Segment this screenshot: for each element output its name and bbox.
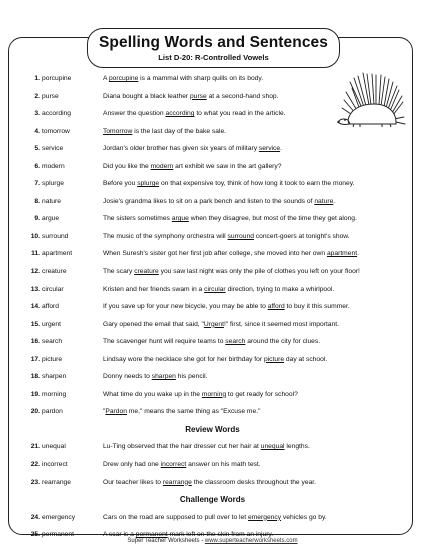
key-word: Pardon (105, 408, 127, 416)
title-box (87, 28, 340, 68)
example-sentence: Diana bought a black leather purse at a second-hand shop. (103, 92, 279, 100)
list-item: 23. rearrange Our teacher likes to rearrange the classroom desks throughout the year. (0, 474, 425, 492)
spelling-word: unequal (42, 443, 66, 451)
challenge-words-heading: Challenge Words (179, 495, 246, 505)
key-word: sharpen (151, 373, 176, 381)
example-sentence: Answer the question according to what you read in the article. (103, 110, 286, 118)
key-word: creature (134, 268, 159, 276)
list-item: 17. picture Lindsay wore the necklace she got for her birthday for picture day at school. (0, 351, 425, 369)
key-word: morning (201, 390, 227, 398)
key-word: porcupine (108, 75, 139, 82)
key-word: purse (190, 92, 207, 100)
spelling-word: purse (42, 92, 59, 100)
key-word: unequal (260, 443, 285, 451)
spelling-word: urgent (42, 320, 61, 328)
list-item: 20. pardon "Pardon me," means the same thing as "Excuse me." (0, 403, 425, 421)
example-sentence: A porcupine is a mammal with sharp quills on its body. (103, 75, 264, 82)
list-item: 2. purse Diana bought a black leather purse at a second-hand shop. (0, 88, 425, 106)
example-sentence: Jordan's older brother has given six years of military service. (103, 145, 282, 153)
example-sentence: Lu-Ting observed that the hair dresser cut her hair at unequal lengths. (103, 443, 310, 451)
footer-link[interactable]: www.superteacherworksheets.com (204, 538, 298, 544)
list-item: 3. according Answer the question according to what you read in the article. (0, 105, 425, 123)
example-sentence: "Pardon me," means the same thing as "Excuse me." (103, 408, 261, 416)
example-sentence: The scavenger hunt will require teams to search around the city for clues. (103, 338, 321, 346)
spelling-word: circular (42, 285, 64, 293)
example-sentence: Lindsay wore the necklace she got for her birthday for picture day at school. (103, 355, 328, 363)
list-item: 15. urgent Gary opened the email that said, "Urgent!" first, since it seemed most important. (0, 316, 425, 334)
list-item: 21. unequal Lu-Ting observed that the hair dresser cut her hair at unequal lengths. (0, 438, 425, 456)
list-item: 10. surround The music of the symphony orchestra will surround concert-goers at tonight's show. (0, 228, 425, 246)
main-words (0, 70, 425, 421)
list-subtitle: List D-20: R-Controlled Vowels (158, 53, 269, 62)
spelling-word: creature (42, 268, 67, 276)
key-word: Tomorrow (103, 127, 133, 135)
spelling-word: nature (42, 197, 61, 205)
spelling-word: morning (42, 390, 67, 398)
page-title: Spelling Words and Sentences (98, 34, 329, 51)
key-word: according (165, 110, 195, 118)
example-sentence: Cars on the road are supposed to pull over to let emergency vehicles go by. (103, 513, 327, 521)
list-item: 8. nature Josie's grandma likes to sit on a park bench and listen to the sounds of nature. (0, 193, 425, 211)
key-word: permanent (135, 531, 168, 539)
key-word: nature (314, 197, 334, 205)
example-sentence: Before you splurge on that expensive toy, think of how long it took to earn the money. (103, 180, 355, 188)
footer (0, 538, 425, 544)
spelling-list (0, 70, 425, 544)
key-word: emergency (247, 513, 282, 521)
list-item: 19. morning What time do you wake up in the morning to get ready for school? (0, 386, 425, 404)
example-sentence: Gary opened the email that said, "Urgent!" first, since it seemed most important. (103, 320, 339, 328)
list-item: 24. emergency Cars on the road are supposed to pull over to let emergency vehicles go by. (0, 509, 425, 527)
spelling-word: modern (42, 162, 65, 170)
footer-text: Super Teacher Worksheets - (127, 538, 205, 544)
example-sentence: Drew only had one incorrect answer on his math test. (103, 460, 261, 468)
example-sentence: Our teacher likes to rearrange the classroom desks throughout the year. (103, 478, 317, 486)
example-sentence: What time do you wake up in the morning to get ready for school? (103, 390, 298, 398)
key-word: argue (171, 215, 189, 223)
spelling-word: pardon (42, 408, 63, 416)
example-sentence: The music of the symphony orchestra will surround concert-goers at tonight's show. (103, 232, 350, 240)
list-item: 22. incorrect Drew only had one incorrect answer on his math test. (0, 456, 425, 474)
key-word: picture (263, 355, 285, 363)
spelling-word: argue (42, 215, 60, 223)
example-sentence: If you save up for your new bicycle, you may be able to afford to buy it this summer. (103, 303, 350, 311)
key-word: Urgent (203, 320, 224, 328)
list-item: 13. circular Kristen and her friends swam in a circular direction, trying to make a whirlpool. (0, 281, 425, 299)
review-words (0, 438, 425, 491)
example-sentence: The sisters sometimes argue when they disagree, but most of the time they get along. (103, 215, 357, 223)
key-word: search (225, 338, 246, 346)
spelling-word: afford (42, 303, 59, 311)
list-item: 5. service Jordan's older brother has given six years of military service. (0, 140, 425, 158)
list-item: 12. creature The scary creature you saw last night was only the pile of clothes you left on your floor! (0, 263, 425, 281)
spelling-word: picture (42, 355, 63, 363)
spelling-word: service (42, 145, 64, 153)
spelling-word: apartment (42, 250, 73, 258)
list-item: 6. modern Did you like the modern art exhibit we saw in the art gallery? (0, 158, 425, 176)
key-word: rearrange (162, 478, 192, 486)
spelling-word: tomorrow (42, 127, 70, 135)
example-sentence: When Suresh's sister got her first job after college, she moved into her own apartment. (103, 250, 359, 258)
spelling-word: emergency (42, 513, 76, 521)
example-sentence: Did you like the modern art exhibit we saw in the art gallery? (103, 162, 282, 170)
example-sentence: A scar is a permanent mark left on the skin from an injury. (103, 531, 274, 539)
example-sentence: The scary creature you saw last night was only the pile of clothes you left on your floor! (103, 268, 360, 276)
spelling-word: rearrange (42, 478, 71, 486)
key-word: apartment (326, 250, 358, 258)
list-item: 18. sharpen Donny needs to sharpen his pencil. (0, 368, 425, 386)
key-word: circular (204, 285, 226, 293)
example-sentence: Josie's grandma likes to sit on a park bench and listen to the sounds of nature. (103, 197, 336, 205)
example-sentence: Donny needs to sharpen his pencil. (103, 373, 208, 381)
key-word: afford (267, 303, 285, 311)
spelling-word: according (42, 110, 71, 118)
key-word: surround (227, 232, 254, 240)
list-item: 16. search The scavenger hunt will require teams to search around the city for clues. (0, 333, 425, 351)
example-sentence: Tomorrow is the last day of the bake sale. (103, 127, 227, 135)
key-word: incorrect (160, 460, 187, 468)
list-item: 9. argue The sisters sometimes argue when they disagree, but most of the time they get along. (0, 210, 425, 228)
key-word: splurge (137, 180, 160, 188)
spelling-word: surround (42, 232, 69, 240)
spelling-word: incorrect (42, 460, 68, 468)
spelling-word: porcupine (42, 75, 72, 82)
spelling-word: splurge (42, 180, 64, 188)
spelling-word: search (42, 338, 63, 346)
review-words-heading: Review Words (185, 424, 240, 434)
list-item: 25. permanent A scar is a permanent mark left on the skin from an injury. (0, 526, 425, 544)
key-word: modern (150, 162, 174, 170)
spelling-word: permanent (42, 531, 74, 539)
list-item: 4. tomorrow Tomorrow is the last day of the bake sale. (0, 123, 425, 141)
spelling-word: sharpen (42, 373, 67, 381)
list-item: 7. splurge Before you splurge on that expensive toy, think of how long it took to earn the money. (0, 175, 425, 193)
list-item: 1. porcupine A porcupine is a mammal with sharp quills on its body. (0, 70, 425, 88)
list-item: 14. afford If you save up for your new bicycle, you may be able to afford to buy it this summer. (0, 298, 425, 316)
list-item: 11. apartment When Suresh's sister got her first job after college, she moved into her own apartment. (0, 245, 425, 263)
key-word: service (258, 145, 281, 153)
example-sentence: Kristen and her friends swam in a circular direction, trying to make a whirlpool. (103, 285, 335, 293)
